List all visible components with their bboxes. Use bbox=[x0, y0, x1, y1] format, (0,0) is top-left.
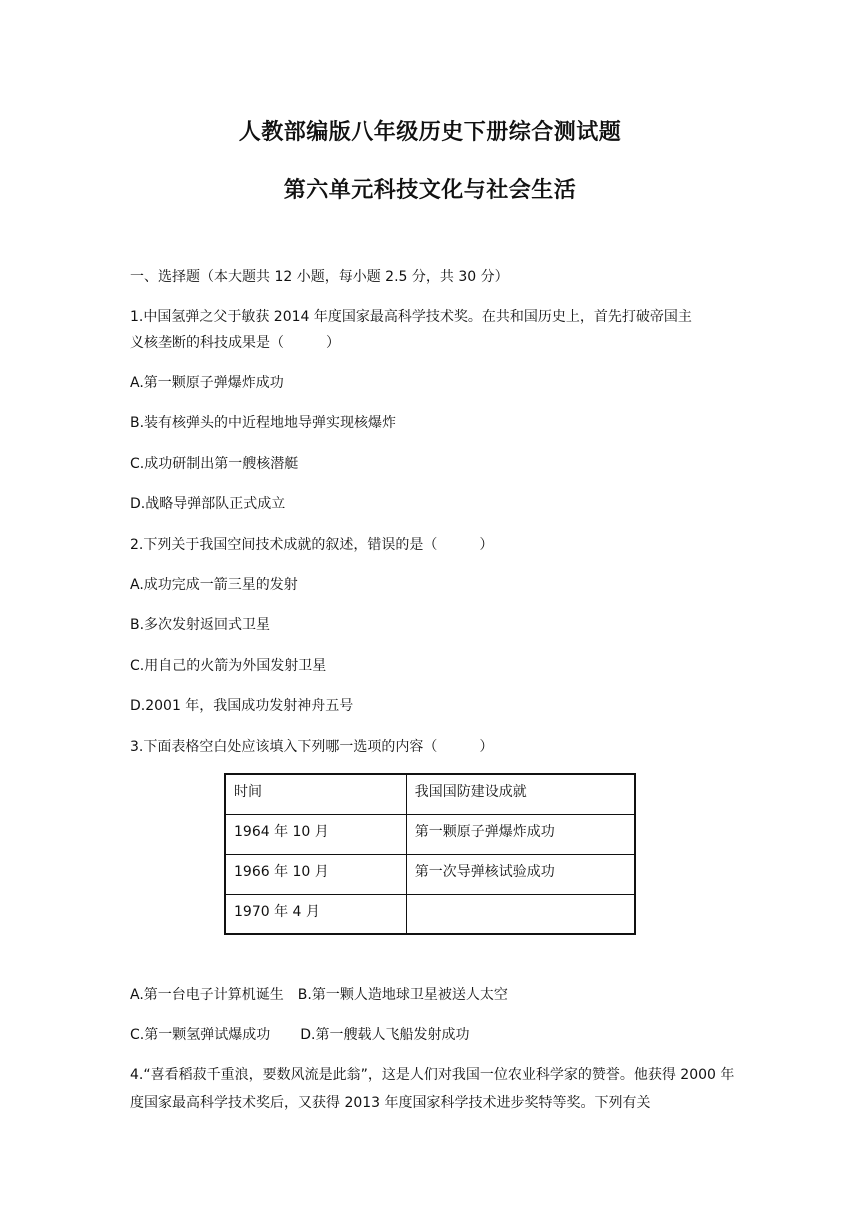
document-subtitle: 第六单元科技文化与社会生活 bbox=[283, 178, 577, 203]
table-header-row bbox=[225, 774, 635, 814]
q3-options-row1 bbox=[130, 985, 508, 1005]
table-cell: 1970 年 4 月 bbox=[225, 894, 406, 934]
q1-option-a: A.第一颗原子弹爆炸成功 bbox=[130, 375, 284, 391]
q2-option-a: A.成功完成一箭三星的发射 bbox=[130, 577, 298, 593]
table-row bbox=[225, 814, 635, 854]
q4-stem: 4.“喜看稻菽千重浪，要数风流是此翁”，这是人们对我国一位农业科学家的赞誉。他获得 2000 年度国家最高科学技术奖后，又获得 2013 年度国家科学技术进步奖特等奖。下列有关 bbox=[130, 1067, 735, 1111]
q1-stem-line2: 义核垄断的科技成果是（ ） bbox=[130, 335, 340, 351]
q3-option-d: D.第一艘载人飞船发射成功 bbox=[300, 1027, 470, 1043]
q2-option-b: B.多次发射返回式卫星 bbox=[130, 617, 271, 633]
q2-option-c: C.用自己的火箭为外国发射卫星 bbox=[130, 658, 327, 674]
q3-option-c: C.第一颗氢弹试爆成功 bbox=[130, 1027, 271, 1043]
table-row bbox=[225, 894, 635, 934]
q1-option-b: B.装有核弹头的中近程地地导弹实现核爆炸 bbox=[130, 415, 397, 431]
q3-option-b: B.第一颗人造地球卫星被送人太空 bbox=[297, 987, 508, 1003]
table-cell: 第一次导弹核试验成功 bbox=[406, 854, 635, 894]
table-header-cell: 我国国防建设成就 bbox=[406, 774, 635, 814]
table-cell: 1966 年 10 月 bbox=[225, 854, 406, 894]
table-row bbox=[225, 854, 635, 894]
q3-option-a: A.第一台电子计算机诞生 bbox=[130, 987, 284, 1003]
q1-stem-line1: 1.中国氢弹之父于敏获 2014 年度国家最高科学技术奖。在共和国历史上，首先打破帝国主 bbox=[130, 309, 692, 325]
table-cell-blank bbox=[406, 894, 635, 934]
q1-option-c: C.成功研制出第一艘核潜艇 bbox=[130, 456, 299, 472]
q1-option-d: D.战略导弹部队正式成立 bbox=[130, 496, 286, 512]
q3-table bbox=[224, 773, 636, 935]
q3-stem: 3.下面表格空白处应该填入下列哪一选项的内容（ ） bbox=[130, 739, 494, 755]
table-cell: 1964 年 10 月 bbox=[225, 814, 406, 854]
table-header-cell: 时间 bbox=[225, 774, 406, 814]
section-heading: 一、选择题（本大题共 12 小题，每小题 2.5 分，共 30 分） bbox=[130, 269, 509, 285]
q2-stem: 2.下列关于我国空间技术成就的叙述，错误的是（ ） bbox=[130, 537, 494, 553]
document-title: 人教部编版八年级历史下册综合测试题 bbox=[238, 120, 622, 145]
table-cell: 第一颗原子弹爆炸成功 bbox=[406, 814, 635, 854]
q3-options-row2 bbox=[130, 1025, 469, 1045]
q2-option-d: D.2001 年，我国成功发射神舟五号 bbox=[130, 698, 354, 714]
